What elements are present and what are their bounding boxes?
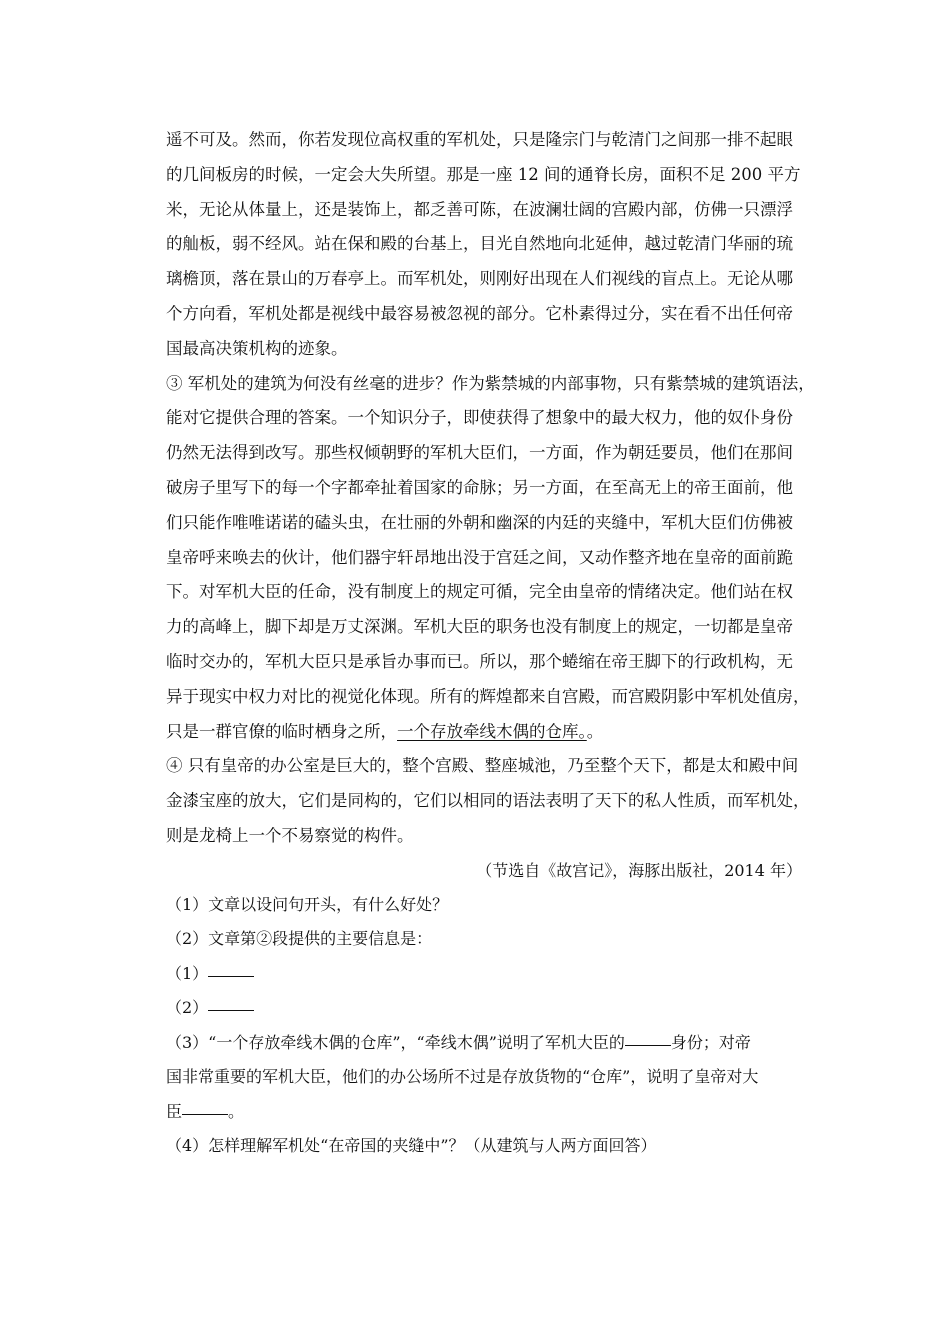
question-3-line-1 xyxy=(166,1026,816,1061)
answer-blank[interactable] xyxy=(208,975,254,977)
text-line: 米，无论从体量上，还是装饰上，都乏善可陈，在波澜壮阔的宫殿内部，仿佛一只漂浮 xyxy=(166,199,793,219)
sub-label: （2） xyxy=(166,998,209,1018)
text-line: 个方向看，军机处都是视线中最容易被忽视的部分。它朴素得过分，实在看不出任何帝 xyxy=(166,303,793,323)
text-line: 遥不可及。然而，你若发现位高权重的军机处，只是隆宗门与乾清门之间那一排不起眼 xyxy=(166,130,793,149)
paragraph-3 xyxy=(166,367,816,750)
text-fragment: 臣 xyxy=(166,1101,183,1121)
text-line: 异于现实中权力对比的视觉化体现。所有的辉煌都来自宫殿，而宫殿阴影中军机处值房， xyxy=(166,686,810,706)
answer-blank[interactable] xyxy=(625,1044,671,1046)
text-line: 们只能作唯唯诺诺的磕头虫，在壮丽的外朝和幽深的内廷的夹缝中，军机大臣们仿佛被 xyxy=(166,512,793,532)
answer-blank[interactable] xyxy=(208,1009,254,1011)
text-fragment: 。 xyxy=(586,721,604,741)
question-2: （2）文章第②段提供的主要信息是： xyxy=(166,929,433,949)
text-line: 能对它提供合理的答案。一个知识分子，即使获得了想象中的最大权力，他的奴仆身份 xyxy=(166,408,793,428)
text-line: 的舢板，弱不经风。站在保和殿的台基上，目光自然地向北延伸，越过乾清门华丽的琉 xyxy=(166,234,793,254)
questions xyxy=(166,888,816,1164)
answer-blank[interactable] xyxy=(182,1113,228,1115)
question-2-sub-2 xyxy=(166,991,816,1026)
source-citation: （节选自《故宫记》，海豚出版社，2014 年） xyxy=(476,860,802,880)
question-4: （4）怎样理解军机处“在帝国的夹缝中”？（从建筑与人两方面回答） xyxy=(166,1136,657,1156)
text-fragment: 身份；对帝 xyxy=(670,1032,751,1052)
text-line: 则是龙椅上一个不易察觉的构件。 xyxy=(166,825,414,845)
sub-label: （1） xyxy=(166,963,209,983)
text-line: 仍然无法得到改写。那些权倾朝野的军机大臣们，一方面，作为朝廷要员，他们在那间 xyxy=(166,443,793,463)
text-fragment: （3）“一个存放牵线木偶的仓库”，“牵线木偶”说明了军机大臣的 xyxy=(166,1032,625,1052)
paragraph-4 xyxy=(166,749,816,853)
text-line: 皇帝呼来唤去的伙计，他们器宇轩昂地出没于宫廷之间，又动作整齐地在皇帝的面前跪 xyxy=(166,547,793,567)
document-content xyxy=(166,123,816,1164)
text-line: 力的高峰上，脚下却是万丈深渊。军机大臣的职务也没有制度上的规定，一切都是皇帝 xyxy=(166,617,793,637)
text-line: ③ 军机处的建筑为何没有丝毫的进步？作为紫禁城的内部事物，只有紫禁城的建筑语法， xyxy=(166,373,815,393)
underlined-phrase: 一个存放牵线木偶的仓库。 xyxy=(397,721,587,741)
text-line xyxy=(166,715,816,750)
text-line: 的几间板房的时候，一定会大失所望。那是一座 12 间的通脊长房，面积不足 200 平方 xyxy=(166,164,801,184)
text-fragment: 。 xyxy=(228,1101,245,1121)
paragraph-2-continued xyxy=(166,123,816,367)
question-2-sub-1 xyxy=(166,957,816,992)
question-3-line-2: 国非常重要的军机大臣，他们的办公场所不过是存放货物的“仓库”，说明了皇帝对大 xyxy=(166,1067,759,1087)
question-3-line-3 xyxy=(166,1095,816,1130)
text-fragment: 只是一群官僚的临时栖身之所， xyxy=(166,721,397,741)
text-line: 金漆宝座的放大，它们是同构的，它们以相同的语法表明了天下的私人性质，而军机处， xyxy=(166,791,810,811)
text-line: 国最高决策机构的迹象。 xyxy=(166,338,348,358)
text-line: 璃檐顶，落在景山的万春亭上。而军机处，则刚好出现在人们视线的盲点上。无论从哪 xyxy=(166,269,793,289)
text-line: ④ 只有皇帝的办公室是巨大的，整个宫殿、整座城池，乃至整个天下，都是太和殿中间 xyxy=(166,756,799,776)
text-line: 破房子里写下的每一个字都牵扯着国家的命脉；另一方面，在至高无上的帝王面前，他 xyxy=(166,477,793,497)
question-1: （1）文章以设问句开头，有什么好处？ xyxy=(166,894,449,914)
text-line: 下。对军机大臣的任命，没有制度上的规定可循，完全由皇帝的情绪决定。他们站在权 xyxy=(166,582,793,602)
text-line: 临时交办的，军机大臣只是承旨办事而已。所以，那个蜷缩在帝王脚下的行政机构，无 xyxy=(166,651,793,671)
